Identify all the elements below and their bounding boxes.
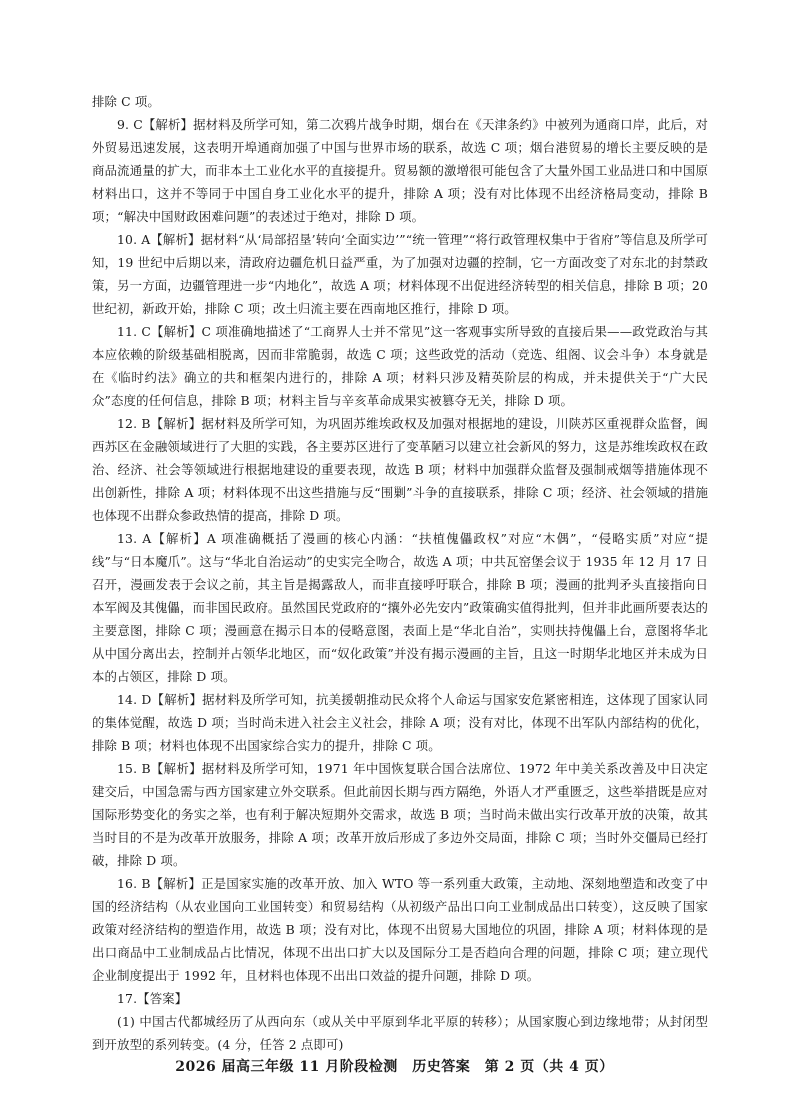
- paragraph-q10: 10. A【解析】据材料“从‘局部招垦’转向‘全面实边’”“统一管理”“将行政管理权集中于省府”等信息及所学可知，19 世纪中后期以来，清政府边疆危机日益严重，为了加强对边疆的控制，它一方面改变了对东北的封禁政策，另一方面，边疆管理进一步“内地化”，故选 A 项；材料体现不出促进经济转型的相关信息，排除 B 项；20 世纪初，新政开始，排除 C 项；改土归流主要在西南地区推行，排除 D 项。: [92, 232, 708, 316]
- answer-content: [92, 90, 708, 1056]
- paragraph-q9: 9. C【解析】据材料及所学可知，第二次鸦片战争时期，烟台在《天津条约》中被列为通商口岸，此后，对外贸易迅速发展，这表明开埠通商加强了中国与世界市场的联系，故选 C 项；烟台港贸易的增长主要反映的是商品流通量的扩大，而非本土工业化水平的直接提升。贸易额的激增很可能包含了大量外国工业品进口和中国原材料出口，这并不等同于中国自身工业化水平的提升，排除 A 项；没有对比体现不出经济格局变动，排除 B 项；“解决中国财政困难问题”的表述过于绝对，排除 D 项。: [92, 117, 708, 224]
- paragraph-q13: 13. A【解析】A 项准确概括了漫画的核心内涵：“扶植傀儡政权”对应“木偶”，“侵略实质”对应“提线”与“日本魔爪”。这与“华北自治运动”的史实完全吻合，故选 A 项；中共瓦窑堡会议于 1935 年 12 月 17 日召开，漫画发表于会议之前，其主旨是揭露敌人，而非直接呼吁联合，排除 B 项；漫画的批判矛头直接指向日本军阀及其傀儡，而非国民政府。虽然国民党政府的“攘外必先安内”政策确实值得批判，但并非此画所要表达的主要意图，排除 C 项；漫画意在揭示日本的侵略意图，表面上是“华北自治”，实则扶持傀儡上台，意图将华北从中国分离出去，控制并占领华北地区，而“奴化政策”并没有揭示漫画的主旨，且这一时期华北地区并未成为日本的占领区，排除 D 项。: [92, 531, 708, 684]
- paragraph-q12: 12. B【解析】据材料及所学可知，为巩固苏维埃政权及加强对根据地的建设，川陕苏区重视群众监督，闽西苏区在金融领域进行了大胆的实践，各主要苏区进行了变革陋习以建立社会新风的努力，这是苏维埃政权在政治、经济、社会等领域进行根据地建设的重要表现，故选 B 项；材料中加强群众监督及强制戒烟等措施体现不出创新性，排除 A 项；材料体现不出这些措施与反“围剿”斗争的直接联系，排除 C 项；经济、社会领域的措施也体现不出群众参政热情的提高，排除 D 项。: [92, 416, 708, 523]
- paragraph-q8-tail: 排除 C 项。: [92, 94, 160, 109]
- page-footer: 2026 届高三年级 11 月阶段检测 历史答案 第 2 页（共 4 页）: [175, 1059, 614, 1075]
- paragraph-q16: 16. B【解析】正是国家实施的改革开放、加入 WTO 等一系列重大政策，主动地、深刻地塑造和改变了中国的经济结构（从农业国向工业国转变）和贸易结构（从初级产品出口向工业制成品出口转变），这反映了国家政策对经济结构的塑造作用，故选 B 项；没有对比，体现不出贸易大国地位的巩固，排除 A 项；材料体现的是出口商品中工业制成品占比情况，体现不出出口扩大以及国际分工是否趋向合理的问题，排除 C 项；建立现代企业制度提出于 1992 年，且材料也体现不出出口效益的提升问题，排除 D 项。: [92, 876, 708, 983]
- paragraph-q14: 14. D【解析】据材料及所学可知，抗美援朝推动民众将个人命运与国家安危紧密相连，这体现了国家认同的集体觉醒，故选 D 项；当时尚未进入社会主义社会，排除 A 项；没有对比，体现不出军队内部结构的优化，排除 B 项；材料也体现不出国家综合实力的提升，排除 C 项。: [92, 692, 708, 753]
- paragraph-q17-answer-1: (1) 中国古代都城经历了从西向东（或从关中平原到华北平原的转移）；从国家腹心到边缘地带；从封闭型到开放型的系列转变。(4 分，任答 2 点即可): [92, 1014, 708, 1052]
- paragraph-q15: 15. B【解析】据材料及所学可知，1971 年中国恢复联合国合法席位、1972 年中美关系改善及中日决定建交后，中国急需与西方国家建立外交联系。但此前因长期与西方隔绝，外语人才严重匮乏，这些举措既是应对国际形势变化的务实之举，也有利于解决短期外交需求，故选 B 项；当时尚未做出实行改革开放的决策，故其当时目的不是为改革开放服务，排除 A 项；改革开放后形成了多边外交局面，排除 C 项；当时外交僵局已经打破，排除 D 项。: [92, 761, 708, 868]
- paragraph-q17-heading: 17.【答案】: [117, 991, 188, 1006]
- paragraph-q11: 11. C【解析】C 项准确地描述了“工商界人士并不常见”这一客观事实所导致的直接后果——政党政治与其本应依赖的阶级基础相脱离，因而非常脆弱，故选 C 项；这些政党的活动（竞选、组阁、议会斗争）本身就是在《临时约法》确立的共和框架内进行的，排除 A 项；材料只涉及精英阶层的构成，并未提供关于“广大民众”态度的任何信息，排除 B 项；材料主旨与辛亥革命成果实被篡夺无关，排除 D 项。: [92, 324, 708, 408]
